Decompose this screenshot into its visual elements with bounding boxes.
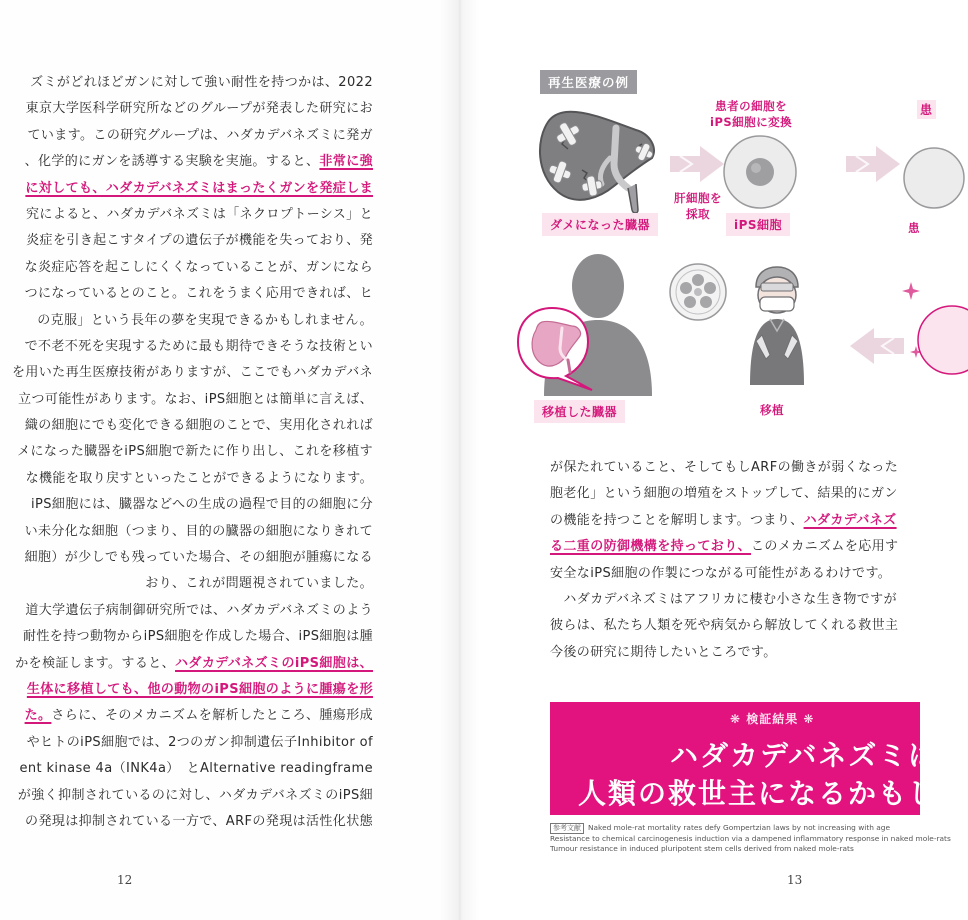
label-patient-clipped: 患 [917,100,936,119]
emphasis-text: る二重の防御機構を持っており、 [550,539,752,555]
body-text: 、化学的にガンを誘導する実験を実施。すると、 [24,154,320,170]
text-line-content [23,624,373,650]
text-line-content [550,508,897,534]
text-line [0,387,373,413]
text-line [550,534,920,560]
body-text: ています。この研究グループは、ハダカデバネズミに発ガ [27,127,373,143]
body-text: ハダカデバネズミはアフリカに棲む小さな生き物ですが [550,591,897,607]
text-line [0,334,373,360]
text-line [0,809,373,835]
text-line [0,360,373,386]
reference-line: Resistance to chemical carcinogenesis induction via a dampened inflammatory response in naked mole-rats [550,834,951,843]
body-text: メになった臓器をiPS細胞で新たに作り出し、これを移植す [17,444,373,460]
text-line [0,703,373,729]
label-convert-cells: 患者の細胞を iPS細胞に変換 [710,99,793,129]
body-text: このメカニズムを応用す [751,539,899,555]
body-text: 立つ可能性があります。なお、iPS細胞とは簡単に言えば、 [18,391,373,407]
text-line-content [25,519,373,545]
text-line [0,730,373,756]
body-text: い未分化な細胞（つまり、目的の臓器の細胞になりきれて [24,523,373,539]
text-line [0,677,373,703]
text-line-content [15,651,373,677]
text-line-content [550,455,898,481]
text-line-content [18,387,373,413]
text-line-content [27,123,373,149]
text-line-content [26,202,373,228]
body-text: を用いた再生医療技術がありますが、ここでもハダカデバネ [11,365,373,381]
transplanted-organ-bubble-icon [512,302,604,394]
ips-cell-icon [722,134,798,210]
diagram-title: 再生医療の例 [540,70,637,94]
body-text: の機能を持つことを解明します。つまり、 [550,512,804,528]
arrow-right-icon [846,146,902,182]
text-line-content [550,561,891,587]
text-line [550,561,920,587]
text-line-content [145,571,373,597]
text-line [0,439,373,465]
text-line [0,492,373,518]
text-line-content [550,481,898,507]
body-text: の克服」という長年の夢を実現できるかもしれません。 [37,312,373,328]
text-line-content [25,149,373,175]
body-text: が保たれていること、そしてもしARFの働きが弱くなった [550,460,899,475]
body-text: さらに、そのメカニズムを解析したところ、腫瘍形成 [51,708,373,724]
text-line [0,123,373,149]
regenerative-medicine-diagram [540,70,933,440]
text-line-content [25,255,373,281]
body-text: 胞老化」という細胞の増殖をストップして、結果的にガン [550,486,898,502]
label-ips-cell: iPS細胞 [726,213,790,236]
text-line-content [550,640,777,666]
body-text: iPS細胞には、臓器などへの生成の過程で目的の細胞に分 [31,497,373,513]
body-text: な炎症応答を起こしにくくなっていることが、ガンになら [24,259,373,275]
text-line [0,281,373,307]
text-line-content [30,70,373,96]
text-line [0,783,373,809]
arrow-right-icon [670,146,726,182]
left-page [0,0,460,920]
body-text: 織の細胞にでも変化できる細胞のことで、実用化されれば [24,418,373,434]
text-line [0,70,373,96]
banner-subtitle: ❋ 検証結果 ❋ [730,712,815,726]
sparkle-icon [902,282,920,300]
label-damaged-organ: ダメになった臓器 [542,213,658,236]
damaged-liver-icon [532,100,660,218]
conclusion-banner [550,702,968,815]
text-line-content [19,756,373,782]
text-line [0,545,373,571]
label-patient-clipped: 患 [908,221,920,235]
label-transplant: 移植 [760,403,784,417]
text-line-content [25,703,373,729]
text-line [0,756,373,782]
right-body-text [550,455,920,666]
emphasis-text: ハダカデバネズミのiPS細胞は、 [175,655,373,671]
text-line-content [26,466,373,492]
text-line [0,149,373,175]
left-body-text [0,70,373,835]
text-line-content [12,360,373,386]
text-line-content [26,96,373,122]
text-line [0,202,373,228]
emphasis-text: に対しても、ハダカデバネズミはまったくガンを発症しま [25,180,373,196]
body-text: で不老不死を実現するために最も期待できそうな技術とい [24,338,373,354]
emphasis-text: た。 [24,708,52,724]
body-text: つになっているとのこと。これをうまく応用できれば、ヒ [24,286,373,302]
banner-headline-line2: 人類の救世主になるかもしれ [578,777,968,810]
body-text: が強く抑制されているのに対し、ハダカデバネズミのiPS細 [17,787,373,803]
body-text: やヒトのiPS細胞では、2つのガン抑制遺伝子Inhibitor of [26,734,373,750]
text-line [550,613,920,639]
text-line-content [25,334,373,360]
emphasis-text: ハダカデバネズ [803,512,897,528]
cell-partial-icon [898,142,938,212]
text-line [0,176,373,202]
text-line-content [25,809,373,835]
text-line [0,466,373,492]
text-line [0,651,373,677]
text-line-content [18,783,373,809]
text-line-content [31,492,373,518]
body-text: 究によると、ハダカデバネズミは「ネクロプトーシス」と [26,206,373,222]
text-line-content [25,176,373,202]
text-line-content [25,413,373,439]
reference-line: Tumour resistance in induced pluripotent stem cells derived from naked mole-rats [550,844,854,853]
text-line-content [550,534,898,560]
text-line [550,508,920,534]
text-line [0,228,373,254]
body-text: ズミがどれほどガンに対して強い耐性を持つかは、2022 [30,75,373,90]
body-text: 道大学遺伝子病制御研究所では、ハダカデバネズミのよう [25,602,373,618]
body-text: 今後の研究に期待したいところです。 [550,644,777,660]
text-line-content [25,281,373,307]
text-line [0,255,373,281]
text-line [550,481,920,507]
references [550,823,951,854]
text-line-content [26,228,373,254]
reference-line: 参考文献 Naked mole-rat mortality rates defy Gompertzian laws by not increasing with age [550,823,920,834]
body-text: 細胞）が少しでも残っていた場合、その細胞が腫瘍になる [24,550,373,566]
cell-partial-icon [912,306,942,376]
text-line [550,455,920,481]
label-collect-cells: 肝細胞を 採取 [674,191,722,221]
body-text: おり、これが問題視されていました。 [145,576,373,592]
banner-headline-line1: ハダカデバネズミは [670,739,939,772]
text-line-content [25,598,373,624]
text-line-content [37,308,373,334]
text-line [550,640,920,666]
body-text: な機能を取り戻すといったことができるようになります。 [25,470,373,486]
researcher-icon [740,265,814,385]
text-line-content [550,587,897,613]
text-line-content [550,613,898,639]
body-text: かを検証します。すると、 [15,655,176,671]
text-line-content [27,677,373,703]
body-text: 耐性を持つ動物からiPS細胞を作成した場合、iPS細胞は腫 [22,629,373,645]
text-line [0,598,373,624]
text-line-content [27,730,373,756]
label-transplanted-organ: 移植した臓器 [534,400,625,423]
page-number-right: 13 [787,873,803,887]
text-line [0,96,373,122]
body-text: 炎症を引き起こすタイプの遺伝子が機能を失っており、発 [26,233,373,249]
right-page [460,0,968,920]
body-text: 彼らは、私たち人類を死や病気から解放してくれる救世主 [550,618,899,634]
text-line [550,587,920,613]
arrow-left-icon [848,328,904,364]
body-text: ent kinase 4a（INK4a） とAlternative readingframe [19,761,373,777]
text-line-content [17,439,373,465]
text-line [0,624,373,650]
text-line [0,308,373,334]
text-line [0,413,373,439]
emphasis-text: 非常に強 [319,154,373,170]
page-number-left: 12 [117,873,133,887]
emphasis-text: 生体に移植しても、他の動物のiPS細胞のように腫瘍を形 [26,681,373,697]
reference-tag: 参考文献 [550,823,584,834]
text-line [0,519,373,545]
body-text: の発現は抑制されている一方で、ARFの発現は活性化状態 [25,813,373,829]
body-text: 安全なiPS細胞の作製につながる可能性があるわけです。 [550,565,892,581]
text-line-content [25,545,373,571]
cell-dish-icon [668,262,728,322]
text-line [0,571,373,597]
body-text: 東京大学医科学研究所などのグループが発表した研究にお [25,101,373,117]
